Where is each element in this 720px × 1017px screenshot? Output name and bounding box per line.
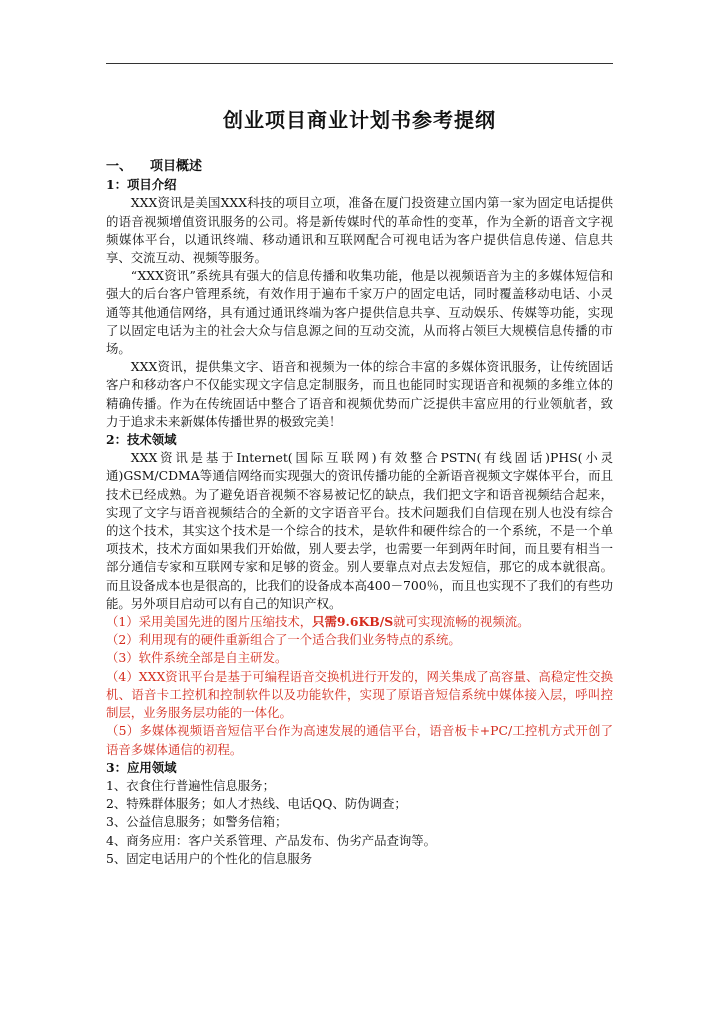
section-title: 项目概述 <box>150 159 203 174</box>
document-title: 创业项目商业计划书参考提纲 <box>223 108 496 132</box>
paragraph: “XXX资讯”系统具有强大的信息传播和收集功能，他是以视频语音为主的多媒体短信和强大的后台客户管理系统，有效作用于遍布千家万户的固定电话，同时覆盖移动电话、小灵通等其他通信网络，具有通过通讯终端为客户提供信息共享、互动娱乐、传媒等功能，实现了以固定电话为主的社会大众与信息源之间的互动交流，从而将占领巨大规模信息传播的市场。 <box>106 268 613 357</box>
subsection-heading-intro: 1：项目介绍 <box>106 177 177 193</box>
application-list <box>106 777 613 868</box>
list-item: 4、商务应用：客户关系管理、产品发布、伪劣产品查询等。 <box>106 832 437 848</box>
section-number: 一、 <box>106 159 133 174</box>
list-item-text: 就可实现流畅的视频流。 <box>393 614 530 630</box>
header-rule <box>106 63 613 64</box>
highlight-text: 只需9.6KB/S <box>312 614 394 630</box>
list-item-text: （1）采用美国先进的图片压缩技术， <box>106 614 313 630</box>
subsection-heading-tech: 2：技术领域 <box>106 432 177 448</box>
list-item: （2）利用现有的硬件重新组合了一个适合我们业务特点的系统。 <box>106 632 461 648</box>
list-item: 1、衣食住行普遍性信息服务； <box>106 777 275 793</box>
tech-feature-list <box>106 613 613 759</box>
paragraph: XXX资讯是基于Internet(国际互联网)有效整合PSTN(有线固话)PHS(小灵通)GSM/CDMA等通信网络而实现强大的资讯传播功能的全新语音视频文字媒体平台，而且技术已经成熟。为了避免语音视频不容易被记忆的缺点，我们把文字和语音视频结合起来，实现了文字与语音视频结合的全新的文字语音平台。技术问题我们自信现在别人也没有综合的这个技术，其实这个技术是一个综合的技术，是软件和硬件综合的一个系统，不是一个单项技术，技术方面如果我们开始做，别人要去学，也需要一年到两年时间，而且要有相当一部分通信专家和互联网专家和足够的资金。别人要靠点对点去发短信，那它的成本就很高。而且设备成本也是很高的，比我们的设备成本高400－700％，而且也实现不了我们的有些功能。另外项目启动可以有自己的知识产权。 <box>106 450 613 611</box>
paragraph: XXX资讯，提供集文字、语音和视频为一体的综合丰富的多媒体资讯服务，让传统固话客户和移动客户不仅能实现文字信息定制服务，而且也能同时实现语音和视频的多维立体的精确传播。作为在传统固话中整合了语音和视频优势而广泛提供丰富应用的行业领航者，致力于追求未来新媒体传播世界的极致完美！ <box>106 359 613 429</box>
subsection-heading-application: 3：应用领域 <box>106 759 177 775</box>
document-body <box>106 158 613 868</box>
section-heading <box>106 158 613 176</box>
list-item <box>106 613 613 631</box>
list-item: （3）软件系统全部是自主研发。 <box>106 650 288 666</box>
list-item: 2、特殊群体服务；如人才热线、电话QQ、防伪调查； <box>106 796 407 812</box>
list-item: 5、固定电话用户的个性化的信息服务 <box>106 850 313 866</box>
list-item: （5）多媒体视频语音短信平台作为高速发展的通信平台，语音板卡+PC/工控机方式开创了语音多媒体通信的初程。 <box>106 723 613 757</box>
list-item: （4）XXX资讯平台是基于可编程语音交换机进行开发的，网关集成了高容量、高稳定性交换机、语音卡工控机和控制软件以及功能软件，实现了原语音短信系统中媒体接入层，呼叫控制层，业务服务层功能的一体化。 <box>106 668 613 721</box>
paragraph: XXX资讯是美国XXX科技的项目立项，准备在厦门投资建立国内第一家为固定电话提供的语音视频增值资讯服务的公司。将是新传媒时代的革命性的变革，作为全新的语音文字视频媒体平台，以通讯终端、移动通讯和互联网配合可视电话为客户提供信息传递、信息共享、交流互动、视频等服务。 <box>106 195 613 266</box>
list-item: 3、公益信息服务；如警务信箱； <box>106 814 288 830</box>
